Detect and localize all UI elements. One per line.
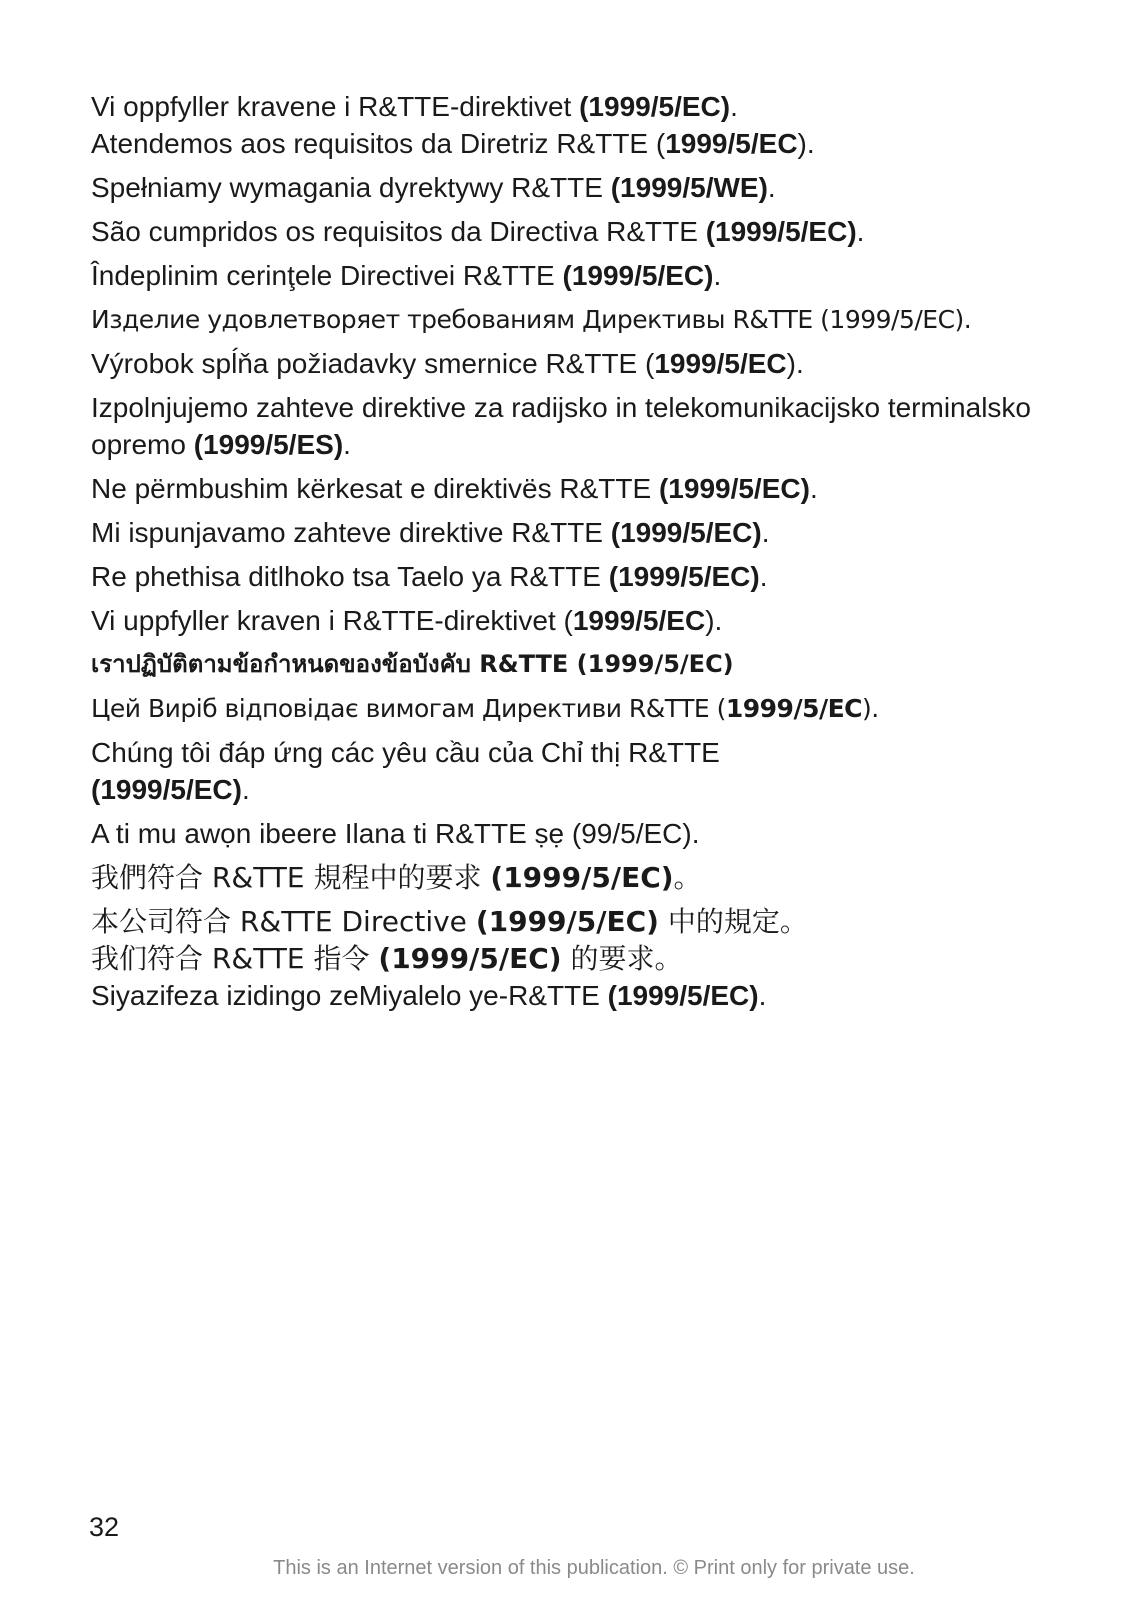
statement-ukrainian: Цей Виріб відповідає вимогам Директиви R&TTE (1999/5/EC).	[91, 694, 879, 723]
statement-thai: เราปฏิบัติตามข้อกำหนดของข้อบังคับ R&TTE (1999/5/EC)	[91, 650, 734, 678]
statement-vietnamese: Chúng tôi đáp ứng các yêu cầu của Chỉ thị R&TTE (1999/5/EC).	[91, 737, 720, 805]
statement-sesotho: Re phethisa ditlhoko tsa Taelo ya R&TTE (1999/5/EC).	[91, 561, 768, 592]
statement-romanian: Îndeplinim cerinţele Directivei R&TTE (1999/5/EC).	[91, 260, 722, 291]
page-number: 32	[89, 1512, 120, 1542]
statement-chinese-traditional-1: 我們符合 R&TTE 規程中的要求 (1999/5/EC)。	[91, 861, 702, 894]
statement-portuguese-brazil: Atendemos aos requisitos da Diretriz R&TTE (1999/5/EC).	[91, 128, 815, 159]
statement-chinese-traditional-2: 本公司符合 R&TTE Directive (1999/5/EC) 中的規定。	[91, 905, 808, 938]
statement-albanian: Ne përmbushim kërkesat e direktivës R&TTE (1999/5/EC).	[91, 473, 818, 504]
statement-portuguese: São cumpridos os requisitos da Directiva R&TTE (1999/5/EC).	[91, 216, 865, 247]
compliance-statements	[91, 88, 1051, 1014]
statement-chinese-simplified: 我们符合 R&TTE 指令 (1999/5/EC) 的要求。	[91, 942, 683, 975]
statement-polish: Spełniamy wymagania dyrektywy R&TTE (1999/5/WE).	[91, 172, 776, 203]
statement-serbian: Mi ispunjavamo zahteve direktive R&TTE (1999/5/EC).	[91, 517, 770, 548]
statement-yoruba: A ti mu awọn ibeere Ilana ti R&TTE ṣẹ (99/5/EC).	[91, 818, 700, 849]
statement-russian: Изделие удовлетворяет требованиям Директивы R&TTE (1999/5/EC).	[91, 305, 972, 334]
statement-slovenian: Izpolnjujemo zahteve direktive za radijsko in telekomunikacijsko terminalsko opremo (1999/5/ES).	[91, 392, 1031, 460]
footer-notice: This is an Internet version of this publication. © Print only for private use.	[273, 1557, 915, 1579]
statement-swedish: Vi uppfyller kraven i R&TTE-direktivet (1999/5/EC).	[91, 605, 723, 636]
statement-zulu: Siyazifeza izidingo zeMiyalelo ye-R&TTE (1999/5/EC).	[91, 980, 767, 1011]
statement-slovak: Výrobok spĺňa požiadavky smernice R&TTE (1999/5/EC).	[91, 348, 804, 379]
statement-norwegian: Vi oppfyller kravene i R&TTE-direktivet (1999/5/EC).	[91, 91, 738, 122]
